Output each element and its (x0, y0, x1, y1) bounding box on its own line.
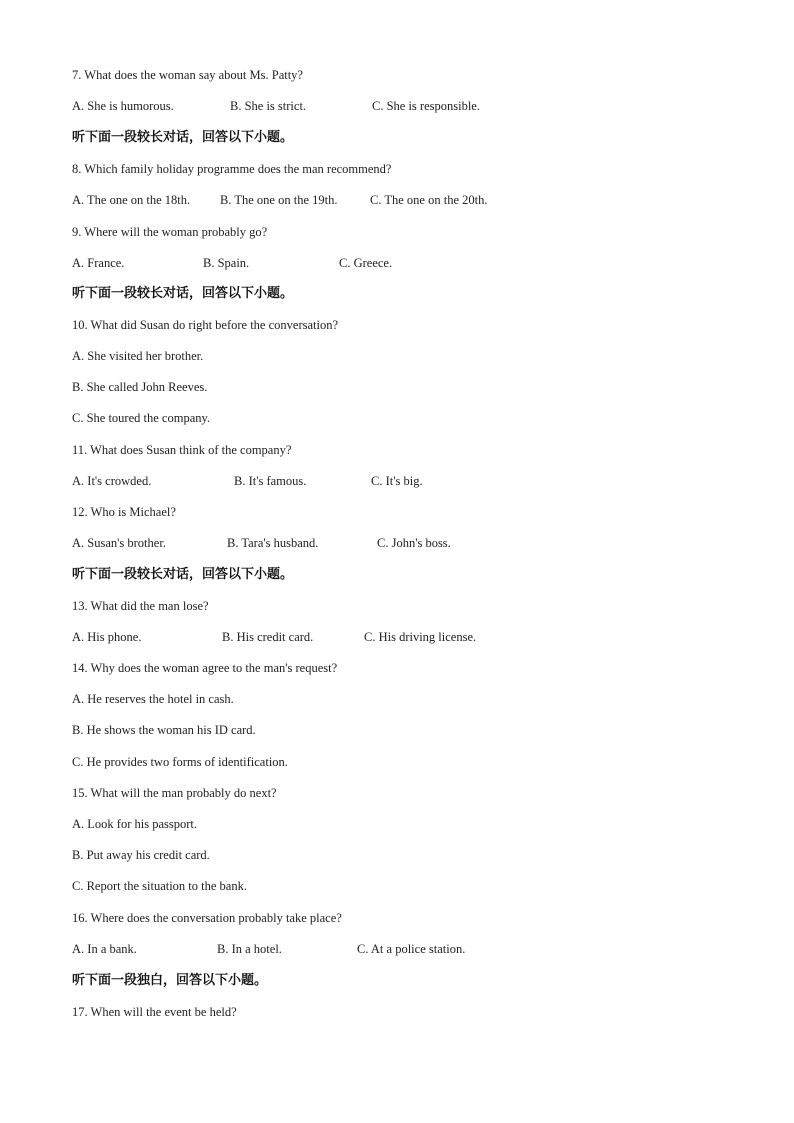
option-b: B. Spain. (203, 256, 250, 270)
option-b: B. Put away his credit card. (72, 848, 210, 862)
option-a: A. It's crowded. (72, 474, 152, 488)
option-c: C. The one on the 20th. (370, 193, 488, 207)
option-a: A. Susan's brother. (72, 536, 166, 550)
question-10: 10. What did Susan do right before the conversation? (72, 318, 339, 332)
section-header: 听下面一段较长对话，回答以下小题。 (72, 567, 294, 582)
option-b: B. He shows the woman his ID card. (72, 723, 256, 737)
option-b: B. It's famous. (234, 474, 307, 488)
question-16: 16. Where does the conversation probably take place? (72, 911, 342, 925)
option-a: A. His phone. (72, 630, 142, 644)
option-a: A. In a bank. (72, 942, 137, 956)
option-c: C. His driving license. (364, 630, 477, 644)
option-a: A. The one on the 18th. (72, 193, 191, 207)
section-header: 听下面一段较长对话，回答以下小题。 (72, 130, 294, 145)
option-c: C. He provides two forms of identification. (72, 755, 288, 769)
question-9: 9. Where will the woman probably go? (72, 225, 268, 239)
option-a: A. He reserves the hotel in cash. (72, 692, 234, 706)
question-14: 14. Why does the woman agree to the man's request? (72, 661, 338, 675)
section-header: 听下面一段较长对话，回答以下小题。 (72, 286, 294, 301)
option-a: A. France. (72, 256, 125, 270)
question-7: 7. What does the woman say about Ms. Patty? (72, 68, 303, 82)
option-c: C. Greece. (339, 256, 393, 270)
option-c: C. She is responsible. (372, 99, 480, 113)
option-b: B. In a hotel. (217, 942, 282, 956)
option-a: A. Look for his passport. (72, 817, 197, 831)
option-c: C. She toured the company. (72, 411, 211, 425)
option-b: B. She called John Reeves. (72, 380, 208, 394)
question-12: 12. Who is Michael? (72, 505, 176, 519)
option-a: A. She visited her brother. (72, 349, 204, 363)
question-13: 13. What did the man lose? (72, 599, 209, 613)
option-c: C. It's big. (371, 474, 423, 488)
option-b: B. She is strict. (230, 99, 307, 113)
option-b: B. His credit card. (222, 630, 314, 644)
option-a: A. She is humorous. (72, 99, 174, 113)
question-17: 17. When will the event be held? (72, 1005, 237, 1019)
option-c: C. Report the situation to the bank. (72, 879, 247, 893)
monologue-section-header: 听下面一段独白，回答以下小题。 (72, 973, 268, 988)
option-b: B. The one on the 19th. (220, 193, 338, 207)
option-c: C. John's boss. (377, 536, 451, 550)
option-c: C. At a police station. (357, 942, 466, 956)
question-15: 15. What will the man probably do next? (72, 786, 277, 800)
question-8: 8. Which family holiday programme does the man recommend? (72, 162, 392, 176)
question-11: 11. What does Susan think of the company? (72, 443, 292, 457)
option-b: B. Tara's husband. (227, 536, 319, 550)
